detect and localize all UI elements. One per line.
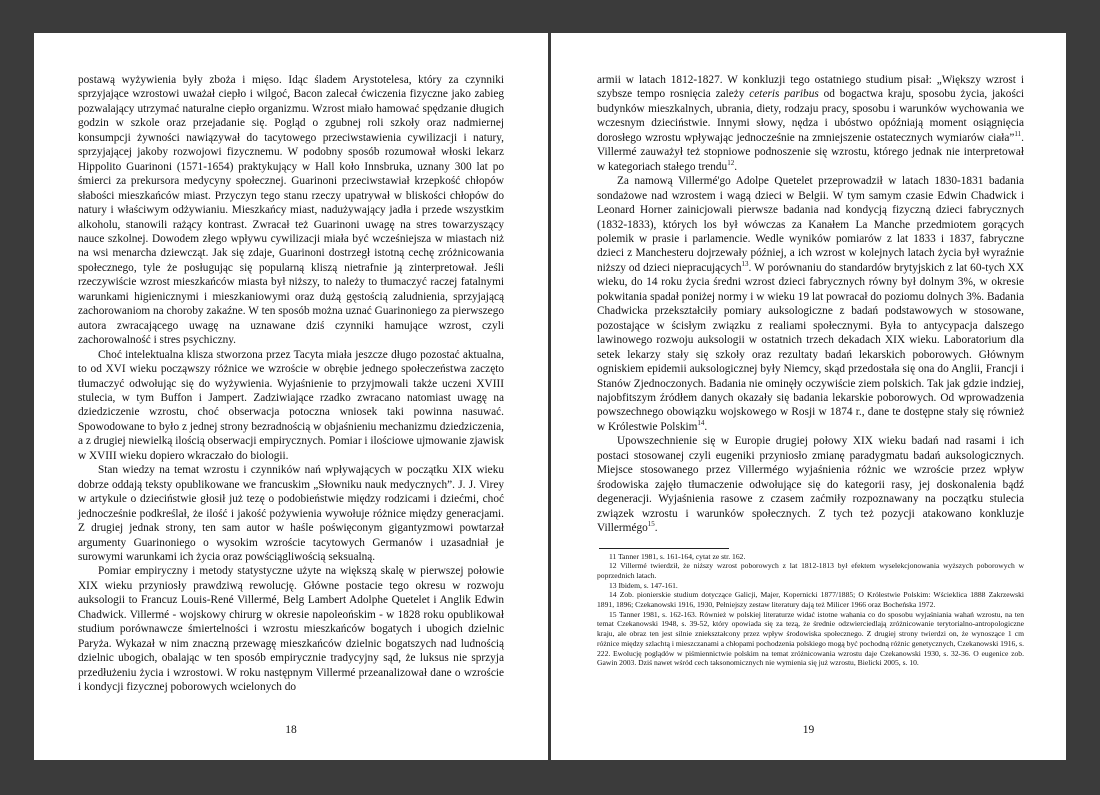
paragraph-text: . W porównaniu do standardów brytyjskich z lat 60-tych XX wieku, do 14 roku życia średni wzrost dzieci fabrycznych równy był dolnym 3%, w okresie pokwitania spadał poniżej normy i w wieku 19 lat powracał do poziomu dolnych 3%. Badania Chadwicka przekształciły pomiary auksologiczne z badań podstawowych w stosowane, pozostające w ścisłym związku z realiami społecznymi. Była to antycypacja dalszego lawinowego rozwoju auksologii w ostatnich trzech dekadach XIX wieku. Laboratorium dla setek lekarzy stały się szkoły oraz rezultaty badań lekarskich poborowych. Głównym ogniskiem epidemii auksologicznej były Niemcy, skąd przedostała się ona do Anglii, Francji i Stanów Zjednoczonych. Badania nie ominęły oczywiście ziem polskich. Tak jak gdzie indziej, najobfitszym źródłem danych okazały się badania lekarskie poborowych. Od wprowadzenia powszechnego obowiązku wojskowego w Rosji w 1874 r., dane te dostępne stały się również w Królestwie Polskim — [597, 261, 1025, 433]
paragraph-text: od bogactwa kraju, sposobu życia, jakości budynków mieszkalnych, ubrania, diety, rodzaju pracy, sposobu i warunków wychowania we wczesnym dzieciństwie. Innymi słowy, nędza i ubóstwo opóźniają moment osiągnięcia dorosłego wzrostu wpływając jednocześnie na zmniejszenie ostatecznych wymiarów ciała” — [597, 88, 1024, 144]
footnote-ref[interactable]: 13 — [741, 260, 749, 269]
paragraph-text: Za namową Villermé'go Adolpe Quetelet przeprowadził w latach 1830-1831 badania sondażowe nad wzrostem i wagą dzieci w Belgii. W tym samym czasie Edwin Chadwick i Leonard Horner zainicjowali pierwsze badania nad kondycją fizyczną dzieci fabrycznych (1832-1833), których los był wówczas za Kanałem La Manche przedmiotem gorących polemik w prasie i parlamencie. Wedle wyników pomiarów z lat 1833 i 1837, fabryczne dzieci z Manchesteru dojrzewały później, a ich wzrost w kolejnych latach życia był wyraźnie niższy od dzieci niepracujących — [597, 175, 1024, 274]
footnote-number: 13 — [609, 580, 617, 590]
page-number: 18 — [285, 724, 297, 736]
paragraph-text: Upowszechnienie się w Europie drugiej połowy XIX wieku badań nad rasami i ich postaci stosowanej czyli eugeniki przyniosło zmianę paradygmatu badań auksologicznych. Miejsce stosowanego przez Villermégo wyjaśnienia różnic we wzroście przez wpływ środowiska zajęło tłumaczenie odwołujące się do kategorii rasy, jej doskonalenia bądź degeneracji. Wyjaśnienia rasowe z czasem zaćmiły rozpoznawany na początku stulecia związek wzrostu i warunków społecznych. Z tych też pozycji atakowano konkluzje Villermégo — [597, 435, 1024, 535]
footnote-text: Tanner 1981, s. 161-164, cytat ze str. 162. — [616, 551, 746, 561]
footnote-ref[interactable]: 15 — [647, 520, 655, 529]
footnote — [597, 581, 1024, 591]
footnote-text: Ibidem, s. 147-161. — [616, 580, 678, 590]
footnotes — [597, 552, 1024, 668]
footnote — [597, 590, 1024, 609]
footnote-text: Zob. pionierskie studium dotyczące Galicji, Majer, Kopernicki 1877/1885; O Królestwie Polskim: Wścieklica 1888 Zakrzewski 1891, 1896; Czekanowski 1916, 1930, Pełniejszy zestaw literatury dają też Milicer 1966 oraz Bocheńska 1972. — [597, 590, 1024, 610]
footnote-text: Villermé twierdził, że niższy wzrost poborowych z lat 1812-1813 był efektem wyselekcjonowania wyższych poborowych w poprzednich latach. — [597, 561, 1024, 580]
paragraph: postawą wyżywienia były zboża i mięso. Idąc śladem Arystotelesa, który za czynniki sprzyjające wzrostowi uważał ciepło i wilgoć, Bacon zalecał ćwiczenia fizyczne jako zabieg pozwalający utrzymać naturalne ciepło organizmu. Wzrost miało hamować spędzanie długich godzin w szkole oraz przejadanie się. Pogląd o zgubnej roli szkoły oraz nadmiernej konsumpcji żywności nawiązywał do tacytowego przeciwstawienia cywilizacji i natury, sprzyjającej jakoby rozwojowi fizycznemu. W podobny sposób rozumował włoski lekarz Hippolito Guarinoni (1571-1654) praktykujący w Hall koło Innsbruka, uznany 300 lat po śmierci za prekursora medycyny społecznej. Guarinoni przeciwstawiał krzepkość chłopów słabości mieszkańców miast. Przyczyn tego stanu rzeczy upatrywał w bliskości chłopów do natury i właściwym odżywianiu. Mieszkańcy miast, nadużywający jadła i przede wszystkim alkoholu, stanowili rażący kontrast. Zwracał też Guarinoni uwagę na stres towarzyszący nauce szkolnej. Dowodem złego wpływu cywilizacji miała być wcześniejsza w miastach niż na wsi menarcha dziewcząt. Jak się zdaje, Guarinoni dostrzegł istotną cechę zróżnicowania społecznego, tyle że posługując się popularną kliszą nietrafnie ją zinterpretował. Jeśli rzeczywiście wzrost mieszkańców miasta był niższy, to należy to tłumaczyć raczej fatalnymi warunkami higienicznymi i mieszkaniowymi oraz dużą gęstością zaludnienia, sprzyjającą zachorowaniom na choroby zakaźne. W ten sposób można uznać Guarinoniego za pierwszego autora zwracającego uwagę na uznawane dziś czynniki hamujące wzrost, czyli zachorowalność i stres psychiczny. — [78, 74, 504, 347]
paragraph: Pomiar empiryczny i metody statystyczne użyte na większą skalę w pierwszej połowie XIX wieku przyniosły prawdziwą rewolucję. Główne postacie tego okresu w rozwoju auksologii to Francuz Louis-René Villermé, Belg Lambert Adolphe Quetelet i Anglik Edwin Chadwick. Villermé - wojskowy chirurg w okresie napoleońskim - w 1828 roku opublikował studium porównawcze śmiertelności i wzrostu mieszkańców bogatych i ubogich dzielnic Paryża. Wykazał w nim znaczną przewagę mieszkańców dzielnic bogatszych nad ludnością dzielnic ubogich, obalając w ten sposób empirycznie tradycyjny sąd, że luksus nie sprzyja przedłużeniu życia i wzrostowi. W roku następnym Villermé przeanalizował dane o wzroście i kondycji fizycznej poborowych wcielonych do — [78, 565, 504, 694]
paragraph-text: armii w latach 1812-1827. W konkluzji tego ostatniego studium pisał: „Większy wzrost i szybsze tempo rosnięcia zależy — [597, 74, 1024, 101]
paragraph-text: . Villermé zauważył też stopniowe podnoszenie się wzrostu, którego jednak nie interpretował w kategoriach stałego trendu — [597, 131, 1024, 173]
right-page-body — [597, 73, 1024, 536]
paragraph — [597, 434, 1024, 535]
footnote-ref[interactable]: 12 — [727, 158, 735, 167]
footnote-number: 15 — [609, 609, 617, 619]
paragraph — [597, 174, 1024, 434]
footnote — [597, 561, 1024, 580]
paragraph-text: . — [734, 160, 738, 173]
italic-phrase: ceteris paribus — [749, 88, 819, 101]
paragraph: Choć intelektualna klisza stworzona przez Tacyta miała jeszcze długo pozostać aktualna, to od XVI wieku począwszy różnice we wzroście w obrębie jednego społeczeństwa zaczęto tłumaczyć odwołując się do wyżywienia. Wyjaśnienie to przyjmowali także uczeni XVIII stulecia, w tym Buffon i Jampert. Zadziwiające rzadko zwracano natomiast uwagę na dziedziczenie wzrostu, choć obserwacja potoczna wniosek taki powinna nasuwać. Spowodowane to było z jednej strony bezradnością w objaśnieniu mechanizmu dziedziczenia, a z drugiej niewielką ilością obserwacji empirycznych. Pomiar i ilościowe ujmowanie zjawisk w XVIII wieku dopiero wkraczało do biologii. — [78, 348, 505, 462]
paragraph — [597, 73, 1024, 174]
footnote-number: 12 — [609, 561, 617, 571]
paragraph-text: . — [654, 522, 658, 535]
footnote-number: 11 — [609, 551, 617, 561]
footnote-divider — [599, 548, 729, 549]
footnote-text: Tanner 1981, s. 162-163. Również w polskiej literaturze widać istotne wahania co do sposobu wyjaśniania wahań wzrostu, na ten temat Czekanowski 1948, s. 39-52, który opowiada się za tezą, że średnie odzwierciedlają zróżnicowanie terytorialno-antropologiczne kraju, ale obraz ten jest silnie zniekształcony przez wpływ środowiska społecznego. Z drugiej strony twierdzi on, że wynoszące 1 cm różnice między szlachtą i mieszczanami a chłopami pochodzenia polskiego mogą być pochodną różnic genetycznych, Czekanowski 1916, s. 222. Ewolucję poglądów w piśmiennictwie polskim na temat zróżnicowania wzrostu daje Czekanowski 1930, s. 32-36. O eugenice zob. Gawin 2003. Dziś nawet wśród cech taksonomicznych nie wymienia się już wzrostu, Bielicki 2005, s. 10. — [597, 609, 1024, 668]
left-page-body — [78, 73, 504, 694]
right-page — [551, 33, 1066, 760]
footnote — [597, 610, 1024, 668]
paragraph-text: . — [704, 420, 708, 433]
footnote-ref[interactable]: 14 — [697, 419, 705, 428]
left-page — [34, 33, 548, 760]
footnote — [597, 552, 1024, 562]
footnote-ref[interactable]: 11 — [1014, 130, 1022, 139]
page-number: 19 — [802, 724, 815, 736]
paragraph: Stan wiedzy na temat wzrostu i czynników nań wpływających w początku XIX wieku dobrze oddają teksty opublikowane we francuskim „Słowniku nauk medycznych”. J. J. Virey w artykule o dzieciństwie głosił już tezę o podobieństwie między rodzicami i dziećmi, choć jednocześnie podkreślał, że ilość i jakość pożywienia wywołuje różnice między generacjami. Z drugiej jednak strony, ten sam autor w haśle poświęconym gigantyzmowi powtarzał argumenty Guarinoniego o wysokim wzroście tacytowych Germanów i uzasadniał je surowymi warunkami ich życia oraz powściągliwością seksualną. — [78, 464, 504, 563]
footnote-number: 14 — [609, 590, 617, 600]
